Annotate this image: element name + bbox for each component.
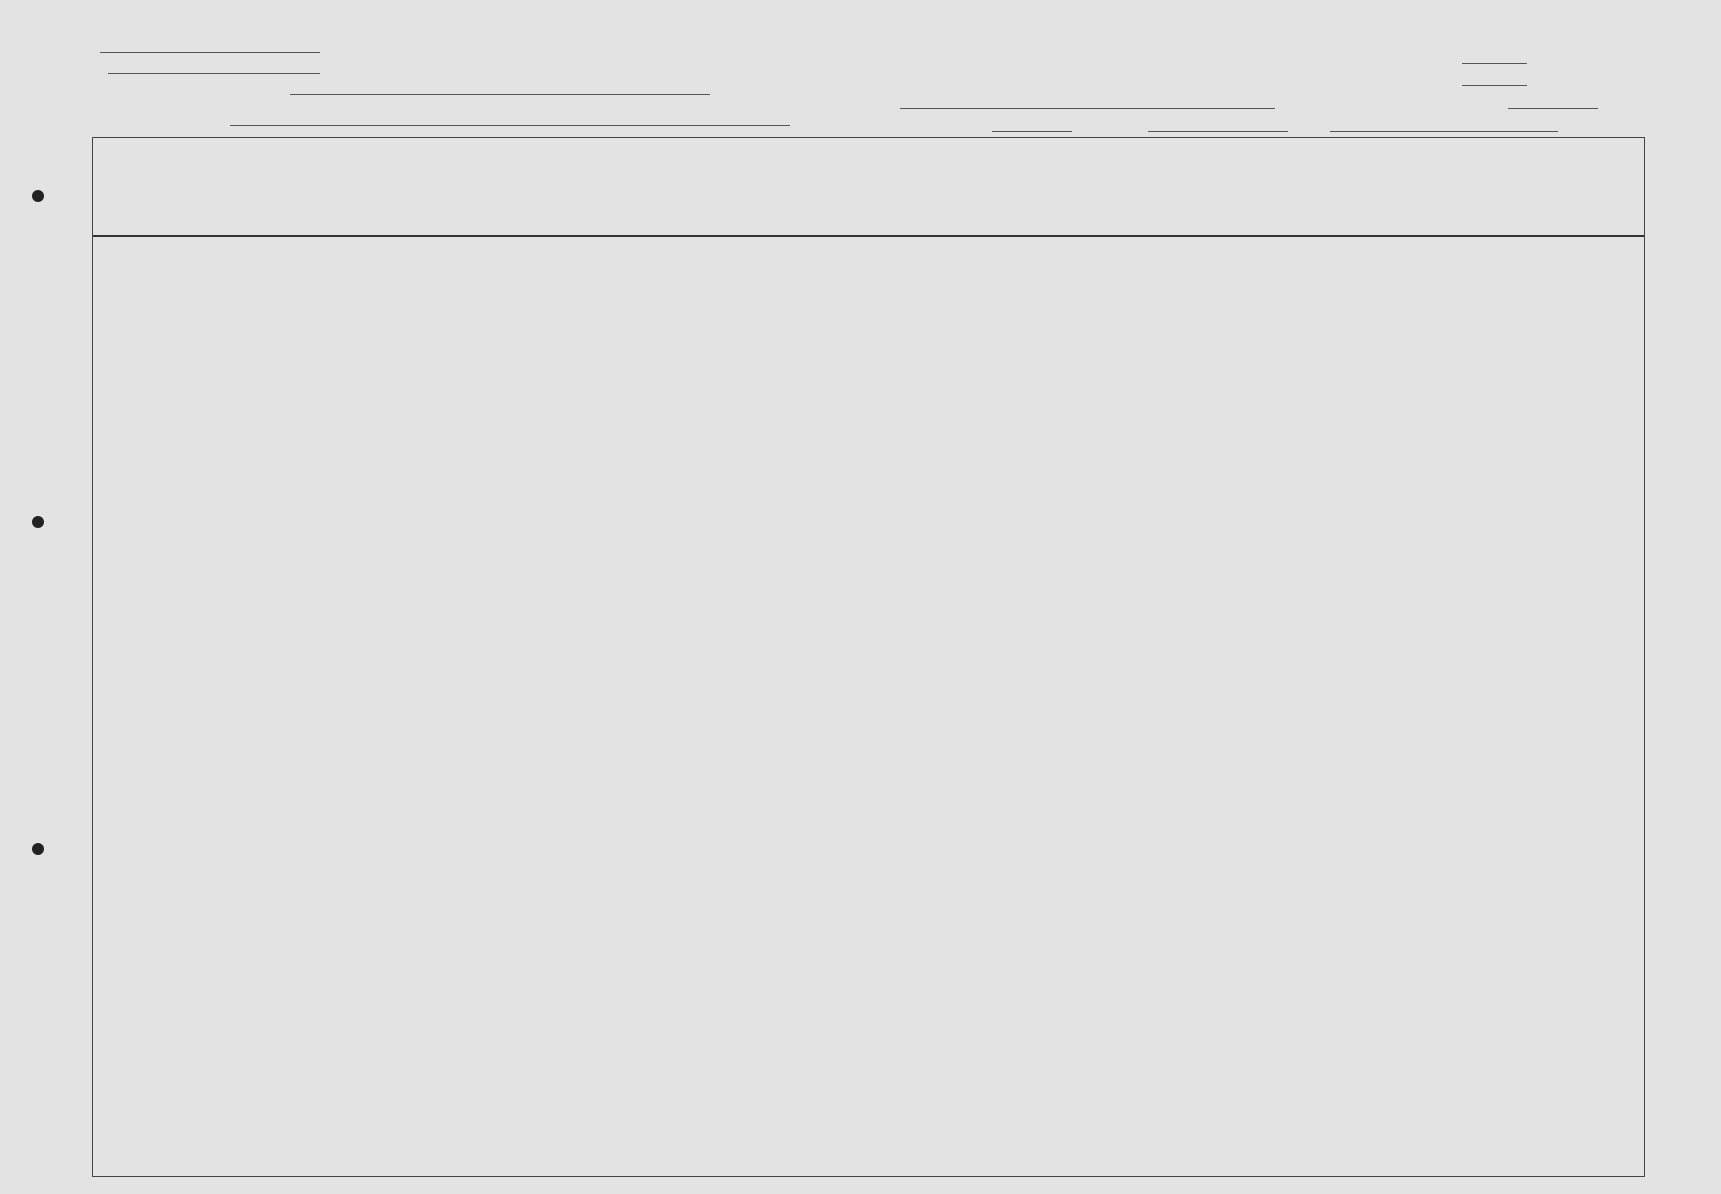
- trade-header: [1117, 156, 1207, 204]
- ward-underline: [1508, 108, 1598, 109]
- county-underline: [108, 73, 320, 74]
- incorporated-underline: [900, 108, 1275, 109]
- birth-mother-header: [799, 184, 899, 204]
- institution-underline: [230, 125, 790, 126]
- birth-self-header: [593, 184, 695, 204]
- employer-header: [1305, 156, 1339, 212]
- binding-hole: [32, 843, 44, 855]
- industry-header: [1209, 156, 1305, 204]
- supervisor-underline: [1462, 63, 1527, 64]
- binding-hole: [32, 190, 44, 202]
- binding-holes: [28, 0, 48, 1194]
- language-header: [1041, 156, 1113, 196]
- township-underline: [290, 94, 710, 95]
- day-underline: [992, 131, 1072, 132]
- enumeration-underline: [1462, 85, 1527, 86]
- header-rule: [93, 235, 1644, 237]
- nativity-column-header: [593, 156, 969, 178]
- enumerator-underline: [1330, 131, 1558, 132]
- month-underline: [1148, 131, 1288, 132]
- census-table: [92, 137, 1645, 1177]
- relation-column-header: [376, 156, 452, 196]
- binding-hole: [32, 516, 44, 528]
- state-underline: [100, 52, 320, 53]
- name-column-header: [176, 156, 370, 220]
- birth-father-header: [697, 184, 797, 204]
